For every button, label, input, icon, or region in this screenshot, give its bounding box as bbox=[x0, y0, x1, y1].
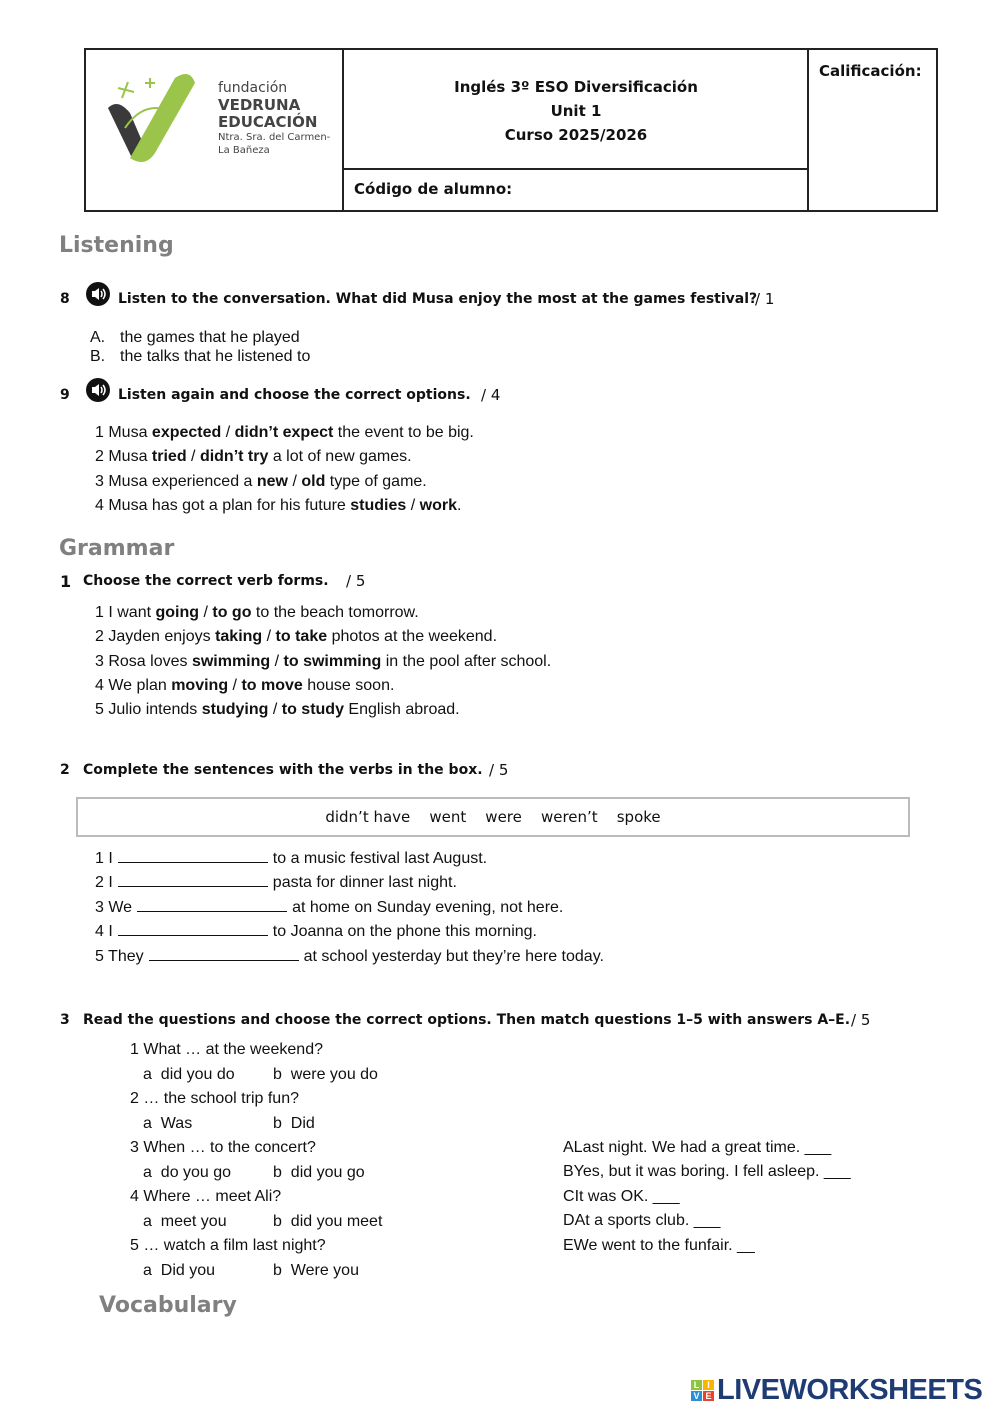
item-text: 5 They bbox=[95, 947, 144, 965]
answer-blank[interactable] bbox=[149, 946, 299, 961]
item-text: 1 Musa bbox=[95, 424, 152, 441]
answer-blank[interactable] bbox=[118, 872, 268, 887]
answer-text: Yes, but it was boring. I fell asleep. ___ bbox=[573, 1163, 851, 1181]
answer-blank[interactable] bbox=[137, 897, 287, 912]
exercise-item bbox=[95, 653, 551, 671]
fill-in-item bbox=[95, 848, 487, 868]
match-answer bbox=[563, 1163, 851, 1181]
exercise-item bbox=[95, 497, 461, 515]
student-code-cell[interactable] bbox=[344, 170, 808, 210]
option-choice[interactable]: to go bbox=[212, 604, 252, 621]
option-choice[interactable]: studies bbox=[350, 496, 407, 514]
answer-letter: C bbox=[563, 1187, 575, 1205]
option-text: the talks that he listened to bbox=[120, 348, 311, 365]
grade-cell bbox=[807, 50, 938, 210]
liveworksheets-brand: LIVEWORKSHEETS bbox=[717, 1374, 983, 1406]
unit-label: Unit 1 bbox=[550, 102, 602, 120]
item-text: . bbox=[456, 496, 462, 514]
logo-text-vedruna: VEDRUNA bbox=[218, 96, 301, 114]
item-text: / bbox=[221, 424, 235, 441]
q8-number: 8 bbox=[60, 291, 70, 307]
item-text: to the beach tomorrow. bbox=[251, 604, 419, 621]
item-text: 1 I want bbox=[95, 604, 156, 621]
match-question: 3 When … to the concert? bbox=[130, 1139, 316, 1156]
item-text: the event to be big. bbox=[333, 424, 474, 441]
option-a[interactable]: a meet you bbox=[143, 1213, 227, 1230]
logo-text-town: La Bañeza bbox=[218, 145, 270, 156]
answer-letter: B bbox=[563, 1163, 574, 1181]
option-b[interactable]: b did you go bbox=[273, 1164, 365, 1181]
option-a[interactable]: a Was bbox=[143, 1115, 193, 1132]
audio-speaker-icon[interactable] bbox=[86, 378, 110, 402]
match-answer bbox=[563, 1188, 680, 1206]
answer-letter: A bbox=[563, 1139, 574, 1156]
answer-blank[interactable] bbox=[118, 921, 268, 936]
match-question: 5 … watch a film last night? bbox=[130, 1237, 326, 1254]
option-choice[interactable]: moving bbox=[171, 676, 229, 694]
option-choice[interactable]: work bbox=[419, 496, 457, 514]
item-text: 4 Musa has got a plan for his future bbox=[95, 496, 351, 514]
answer-letter: E bbox=[563, 1236, 574, 1254]
item-text: 5 Julio intends bbox=[95, 701, 202, 719]
option-choice[interactable]: going bbox=[155, 604, 200, 621]
answer-letter: D bbox=[563, 1212, 575, 1230]
match-answer bbox=[563, 1237, 755, 1255]
answer-text: Last night. We had a great time. ___ bbox=[573, 1139, 832, 1156]
item-text: a lot of new games. bbox=[268, 448, 412, 466]
fill-in-item bbox=[95, 897, 563, 917]
item-text: type of game. bbox=[325, 472, 427, 490]
item-text: / bbox=[406, 496, 420, 514]
fill-in-item bbox=[95, 946, 604, 966]
g3-number: 3 bbox=[60, 1012, 70, 1028]
option-choice[interactable]: studying bbox=[201, 701, 269, 719]
g2-text: Complete the sentences with the verbs in the box. bbox=[83, 762, 483, 778]
item-text: at home on Sunday evening, not here. bbox=[292, 898, 564, 916]
logo-cell bbox=[86, 50, 344, 210]
option-a[interactable]: a do you go bbox=[143, 1164, 232, 1181]
exercise-item bbox=[95, 473, 427, 491]
item-text: 3 Rosa loves bbox=[95, 652, 192, 670]
audio-speaker-icon[interactable] bbox=[86, 282, 110, 306]
vedruna-logo-icon bbox=[100, 68, 210, 168]
exercise-item bbox=[95, 424, 474, 442]
option-a[interactable]: a Did you bbox=[143, 1262, 216, 1279]
item-text: / bbox=[228, 676, 242, 694]
grade-label: Calificación: bbox=[819, 62, 922, 80]
q9-score: / 4 bbox=[481, 386, 501, 404]
item-text: in the pool after school. bbox=[381, 652, 552, 670]
g3-score: / 5 bbox=[851, 1011, 871, 1029]
item-text: / bbox=[199, 604, 213, 621]
option-choice[interactable]: didn’t expect bbox=[234, 424, 334, 441]
fill-in-item bbox=[95, 921, 537, 941]
q8-option-b[interactable] bbox=[90, 348, 311, 366]
option-choice[interactable]: to study bbox=[281, 701, 344, 719]
option-b[interactable]: b Were you bbox=[273, 1262, 359, 1279]
word-box: didn’t have went were weren’t spoke bbox=[76, 797, 910, 837]
match-question: 1 What … at the weekend? bbox=[130, 1041, 323, 1058]
option-choice[interactable]: to swimming bbox=[283, 652, 382, 670]
badge-letter: E bbox=[703, 1391, 714, 1401]
item-text: / bbox=[288, 472, 302, 490]
badge-letter: I bbox=[703, 1380, 714, 1390]
item-text: 4 I bbox=[95, 923, 113, 941]
item-text: 3 We bbox=[95, 898, 133, 916]
option-letter: A. bbox=[90, 329, 106, 346]
exercise-item bbox=[95, 628, 497, 646]
option-text: the games that he played bbox=[120, 329, 300, 346]
student-code-label: Código de alumno: bbox=[354, 180, 513, 198]
item-text: 1 I bbox=[95, 850, 113, 867]
match-question: 4 Where … meet Ali? bbox=[130, 1188, 282, 1205]
g1-score: / 5 bbox=[346, 572, 366, 590]
section-listening-title: Listening bbox=[59, 233, 174, 258]
item-text: 4 We plan bbox=[95, 676, 172, 694]
title-cell bbox=[344, 50, 808, 170]
option-choice[interactable]: didn’t try bbox=[199, 448, 269, 466]
option-b[interactable]: b did you meet bbox=[273, 1213, 383, 1230]
option-choice[interactable]: to move bbox=[241, 676, 303, 694]
q9-text: Listen again and choose the correct options. bbox=[118, 387, 471, 403]
item-text: to a music festival last August. bbox=[272, 850, 488, 867]
item-text: photos at the weekend. bbox=[327, 628, 498, 646]
option-choice[interactable]: taking bbox=[215, 628, 263, 646]
g1-text: Choose the correct verb forms. bbox=[83, 573, 329, 589]
badge-letter: L bbox=[691, 1380, 702, 1390]
option-letter: B. bbox=[90, 348, 106, 365]
exercise-item bbox=[95, 604, 419, 622]
item-text: / bbox=[186, 448, 200, 466]
item-text: / bbox=[270, 652, 284, 670]
option-choice[interactable]: old bbox=[301, 472, 326, 490]
item-text: house soon. bbox=[302, 676, 395, 694]
logo-text-fundacion: fundación bbox=[218, 80, 288, 96]
g2-number: 2 bbox=[60, 762, 70, 778]
course-title: Inglés 3º ESO Diversificación bbox=[454, 78, 698, 96]
item-text: 2 I bbox=[95, 874, 113, 892]
exercise-item bbox=[95, 677, 394, 695]
exercise-item bbox=[95, 701, 460, 719]
section-vocabulary-title: Vocabulary bbox=[99, 1293, 237, 1318]
q8-score: / 1 bbox=[755, 290, 775, 308]
option-choice[interactable]: to take bbox=[275, 628, 328, 646]
item-text: to Joanna on the phone this morning. bbox=[272, 923, 537, 941]
item-text: 2 Jayden enjoys bbox=[95, 628, 216, 646]
item-text: English abroad. bbox=[343, 701, 460, 719]
option-choice[interactable]: swimming bbox=[191, 652, 271, 670]
match-answer bbox=[563, 1212, 720, 1230]
match-question: 2 … the school trip fun? bbox=[130, 1090, 299, 1107]
logo-text-school: Ntra. Sra. del Carmen- bbox=[218, 132, 331, 143]
header-table bbox=[84, 48, 938, 212]
answer-text: At a sports club. ___ bbox=[574, 1212, 721, 1230]
answer-text: It was OK. ___ bbox=[574, 1187, 680, 1205]
match-answer bbox=[563, 1139, 831, 1157]
q8-option-a[interactable] bbox=[90, 329, 300, 347]
course-year: Curso 2025/2026 bbox=[504, 126, 648, 144]
item-text: / bbox=[262, 628, 276, 646]
option-choice[interactable]: new bbox=[256, 472, 288, 490]
section-grammar-title: Grammar bbox=[59, 536, 175, 561]
option-choice[interactable]: tried bbox=[151, 448, 187, 466]
answer-blank[interactable] bbox=[118, 848, 268, 863]
badge-letter: V bbox=[691, 1391, 702, 1401]
fill-in-item bbox=[95, 872, 457, 892]
option-b[interactable]: b Did bbox=[273, 1115, 315, 1132]
live-badge-icon bbox=[691, 1380, 714, 1401]
liveworksheets-logo bbox=[691, 1374, 982, 1407]
logo-text-educacion: EDUCACIÓN bbox=[218, 113, 318, 131]
q8-text: Listen to the conversation. What did Musa enjoy the most at the games festival? bbox=[118, 291, 758, 307]
option-b[interactable]: b were you do bbox=[273, 1066, 378, 1083]
g2-score: / 5 bbox=[489, 761, 509, 779]
item-text: at school yesterday but they’re here today. bbox=[303, 947, 604, 965]
item-text: 3 Musa experienced a bbox=[95, 472, 257, 490]
item-text: pasta for dinner last night. bbox=[272, 874, 457, 892]
answer-text: We went to the funfair. __ bbox=[573, 1236, 755, 1254]
item-text: / bbox=[268, 701, 282, 719]
option-a[interactable]: a did you do bbox=[143, 1066, 235, 1083]
exercise-item bbox=[95, 448, 412, 466]
option-choice[interactable]: expected bbox=[151, 424, 222, 441]
g1-number: 1 bbox=[60, 572, 72, 591]
g3-text: Read the questions and choose the correct options. Then match questions 1–5 with answers A–E. bbox=[83, 1012, 851, 1028]
item-text: 2 Musa bbox=[95, 448, 152, 466]
q9-number: 9 bbox=[60, 387, 70, 403]
